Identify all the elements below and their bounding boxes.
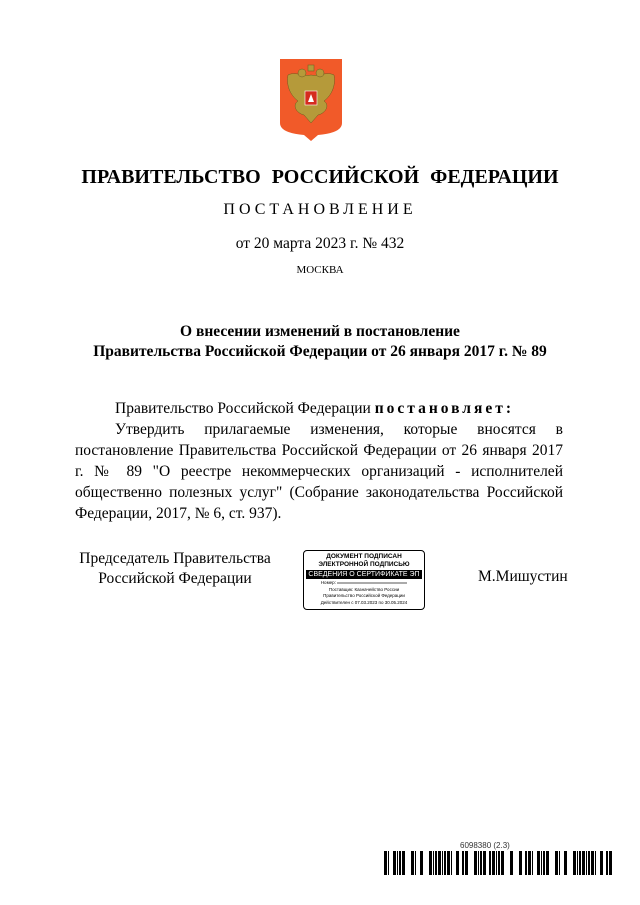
stamp-validity: Действителен с 07.03.2023 по 30.05.2024 xyxy=(320,599,408,605)
barcode-bar xyxy=(496,851,497,875)
barcode-bar xyxy=(393,851,396,875)
barcode-bar xyxy=(579,851,581,875)
barcode-bar xyxy=(411,851,414,875)
barcode-bar xyxy=(537,851,540,875)
barcode-bar xyxy=(582,851,585,875)
signatory-name: М.Мишустин xyxy=(478,568,568,585)
barcode-bar xyxy=(564,851,567,875)
barcode-bar xyxy=(510,851,513,875)
barcode-number: 6098380 (2.3) xyxy=(460,841,510,850)
decree-word: постановляет: xyxy=(374,400,515,417)
barcode-bar xyxy=(438,851,441,875)
barcode-bar xyxy=(384,851,387,875)
decree-paragraph: Утвердить прилагаемые изменения, которые вносятся в постановление Правительства Российской Федерации от 26 января 2017 г. № 89 "О реестре некоммерческих организаций - исполнителей общественно полезных услуг" (Собрание законодательства Российской Федерации, 2017, № 6, ст. 937). xyxy=(75,421,563,522)
barcode-bar xyxy=(397,851,398,875)
barcode-bar xyxy=(498,851,500,875)
heading-line-2: Правительства Российской Федерации от 26 января 2017 г. № 89 xyxy=(93,343,547,360)
barcode xyxy=(384,851,612,875)
barcode-bar xyxy=(415,851,416,875)
barcode-bar xyxy=(402,851,405,875)
barcode-bar xyxy=(489,851,491,875)
heading-line-1: О внесении изменений в постановление xyxy=(180,323,460,340)
stamp-line-1: ДОКУМЕНТ ПОДПИСАН xyxy=(326,553,402,560)
barcode-bar xyxy=(399,851,401,875)
barcode-bar xyxy=(483,851,486,875)
barcode-bar xyxy=(546,851,549,875)
document-city: МОСКВА xyxy=(296,264,344,276)
barcode-bar xyxy=(429,851,432,875)
stamp-number-label: Номер: xyxy=(320,580,336,585)
coat-of-arms-emblem xyxy=(278,57,344,141)
barcode-bar xyxy=(573,851,576,875)
barcode-bar xyxy=(577,851,578,875)
signatory-position xyxy=(75,549,275,589)
barcode-bar xyxy=(478,851,479,875)
stamp-owner: Правительство Российской Федерации xyxy=(323,593,405,598)
barcode-bar xyxy=(465,851,468,875)
barcode-bar xyxy=(591,851,594,875)
position-line-2: Российской Федерации xyxy=(98,570,252,587)
barcode-bar xyxy=(519,851,522,875)
document-type: ПОСТАНОВЛЕНИЕ xyxy=(223,201,417,218)
barcode-bar xyxy=(420,851,423,875)
barcode-bar xyxy=(501,851,504,875)
barcode-bar xyxy=(474,851,477,875)
barcode-bar xyxy=(543,851,545,875)
barcode-bar xyxy=(433,851,434,875)
barcode-bar xyxy=(388,851,389,875)
document-body xyxy=(75,398,563,524)
barcode-bar xyxy=(456,851,459,875)
barcode-bar xyxy=(480,851,482,875)
stamp-title xyxy=(304,553,424,569)
barcode-bar xyxy=(588,851,590,875)
barcode-bar xyxy=(609,851,612,875)
barcode-bar xyxy=(525,851,527,875)
barcode-bar xyxy=(586,851,587,875)
barcode-bar xyxy=(555,851,558,875)
issuer-title: ПРАВИТЕЛЬСТВО РОССИЙСКОЙ ФЕДЕРАЦИИ xyxy=(81,166,559,188)
barcode-bar xyxy=(528,851,531,875)
document-date-number: от 20 марта 2023 г. № 432 xyxy=(235,235,405,252)
barcode-bar xyxy=(451,851,452,875)
intro-text: Правительство Российской Федерации xyxy=(115,400,375,417)
document-heading xyxy=(60,322,580,362)
barcode-bar xyxy=(492,851,495,875)
decree-intro xyxy=(75,398,563,419)
barcode-bar xyxy=(444,851,446,875)
barcode-bar xyxy=(595,851,596,875)
barcode-bar xyxy=(600,851,603,875)
barcode-bar xyxy=(462,851,464,875)
stamp-supplier: Поставщик: Казначейство России xyxy=(328,586,400,592)
position-line-1: Председатель Правительства xyxy=(79,550,271,567)
barcode-bar xyxy=(447,851,450,875)
barcode-bar xyxy=(532,851,533,875)
barcode-bar xyxy=(442,851,443,875)
stamp-banner: СВЕДЕНИЯ О СЕРТИФИКАТЕ ЭП xyxy=(306,570,422,579)
electronic-signature-stamp xyxy=(303,550,425,610)
barcode-bar xyxy=(606,851,608,875)
stamp-number-value xyxy=(337,582,407,584)
barcode-bar xyxy=(541,851,542,875)
stamp-line-2: ЭЛЕКТРОННОЙ ПОДПИСЬЮ xyxy=(318,561,410,568)
barcode-bar xyxy=(559,851,560,875)
barcode-bar xyxy=(435,851,437,875)
stamp-number xyxy=(304,580,424,587)
